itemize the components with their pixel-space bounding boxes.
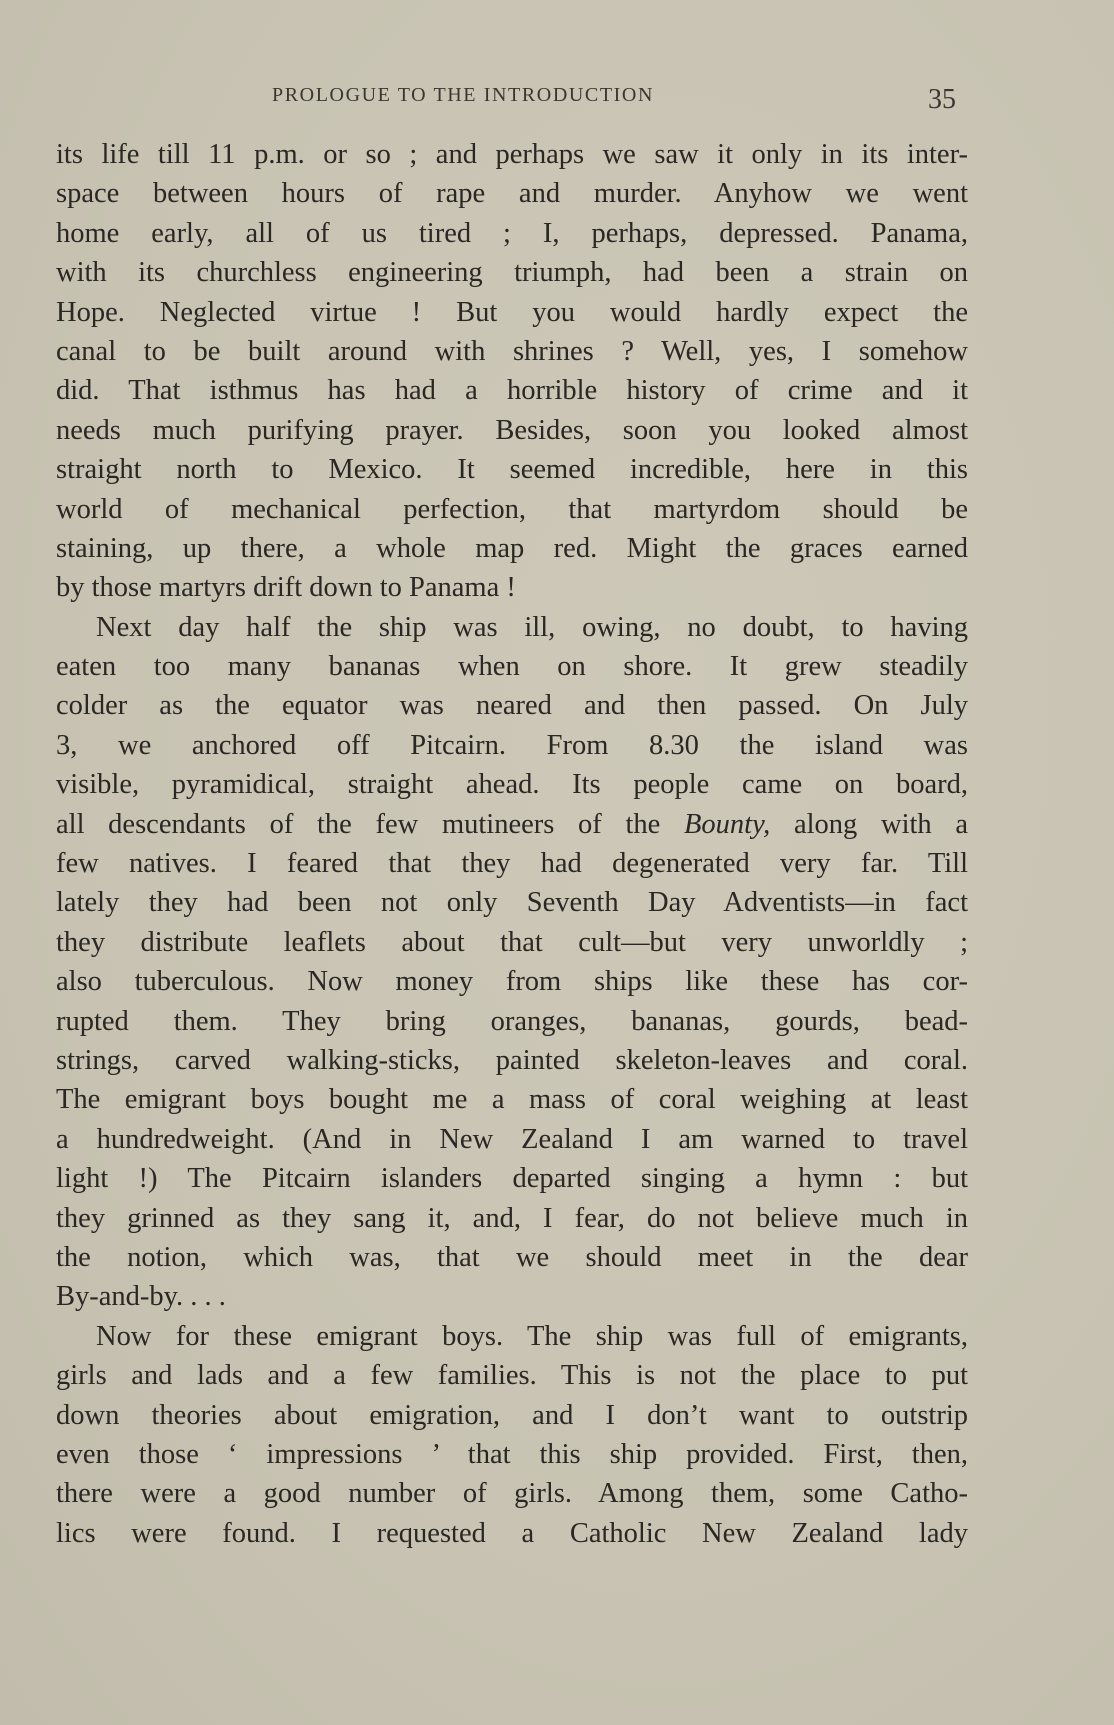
text-line: colder as the equator was neared and then passed. On July [56,690,968,722]
text-line: the notion, which was, that we should meet in the dear [56,1241,968,1273]
paragraph-start-line: Next day half the ship was ill, owing, no doubt, to having [96,611,968,643]
text-line: with its churchless engineering triumph, had been a strain on [56,257,968,289]
text-line: did. That isthmus has had a horrible history of crime and it [56,375,968,407]
ship-name-italic: Bounty, [684,808,771,840]
text-line: By-and-by. . . . [56,1281,226,1313]
text-line: few natives. I feared that they had degenerated very far. Till [56,848,968,880]
text-line: a hundredweight. (And in New Zealand I am warned to travel [56,1123,968,1155]
text-line: girls and lads and a few families. This is not the place to put [56,1360,968,1392]
text-line: canal to be built around with shrines ? Well, yes, I somehow [56,335,968,367]
text-line: even those ‘ impressions ’ that this ship provided. First, then, [56,1438,968,1470]
text-line: straight north to Mexico. It seemed incredible, here in this [56,454,968,486]
text-segment: along with a [793,808,969,840]
text-line: eaten too many bananas when on shore. It grew steadily [56,651,968,683]
paragraph-start-line: Now for these emigrant boys. The ship was full of emigrants, [96,1320,968,1352]
text-line [56,805,968,844]
text-line: its life till 11 p.m. or so ; and perhaps we saw it only in its inter- [56,139,968,170]
text-line: lics were found. I requested a Catholic New Zealand lady [56,1517,968,1549]
running-head: PROLOGUE TO THE INTRODUCTION [272,84,655,106]
text-line: needs much purifying prayer. Besides, soon you looked almost [56,414,968,446]
text-line: rupted them. They bring oranges, bananas, gourds, bead- [56,1005,968,1037]
text-line: also tuberculous. Now money from ships like these has cor- [56,966,968,998]
text-line: by those martyrs drift down to Panama ! [56,572,516,604]
text-line: light !) The Pitcairn islanders departed singing a hymn : but [56,1163,968,1195]
text-line: staining, up there, a whole map red. Might the graces earned [56,532,968,564]
body-text [56,135,968,1553]
text-line: strings, carved walking-sticks, painted skeleton-leaves and coral. [56,1044,968,1076]
text-line: The emigrant boys bought me a mass of coral weighing at least [56,1084,968,1116]
text-line: space between hours of rape and murder. Anyhow we went [56,178,968,210]
text-line: lately they had been not only Seventh Day Adventists—in fact [56,887,968,919]
text-line: visible, pyramidical, straight ahead. Its people came on board, [56,769,968,801]
text-line: there were a good number of girls. Among them, some Catho- [56,1478,968,1510]
text-line: 3, we anchored off Pitcairn. From 8.30 the island was [56,729,968,761]
page-number: 35 [928,84,956,115]
text-line: Hope. Neglected virtue ! But you would hardly expect the [56,296,968,328]
text-line: world of mechanical perfection, that martyrdom should be [56,493,968,525]
text-line: they distribute leaflets about that cult—but very unworldly ; [56,926,968,958]
text-line: home early, all of us tired ; I, perhaps, depressed. Panama, [56,217,968,249]
text-line: down theories about emigration, and I don’t want to outstrip [56,1399,968,1431]
text-segment: all descendants of the few mutineers of the [56,808,661,840]
text-line: they grinned as they sang it, and, I fear, do not believe much in [56,1202,968,1234]
